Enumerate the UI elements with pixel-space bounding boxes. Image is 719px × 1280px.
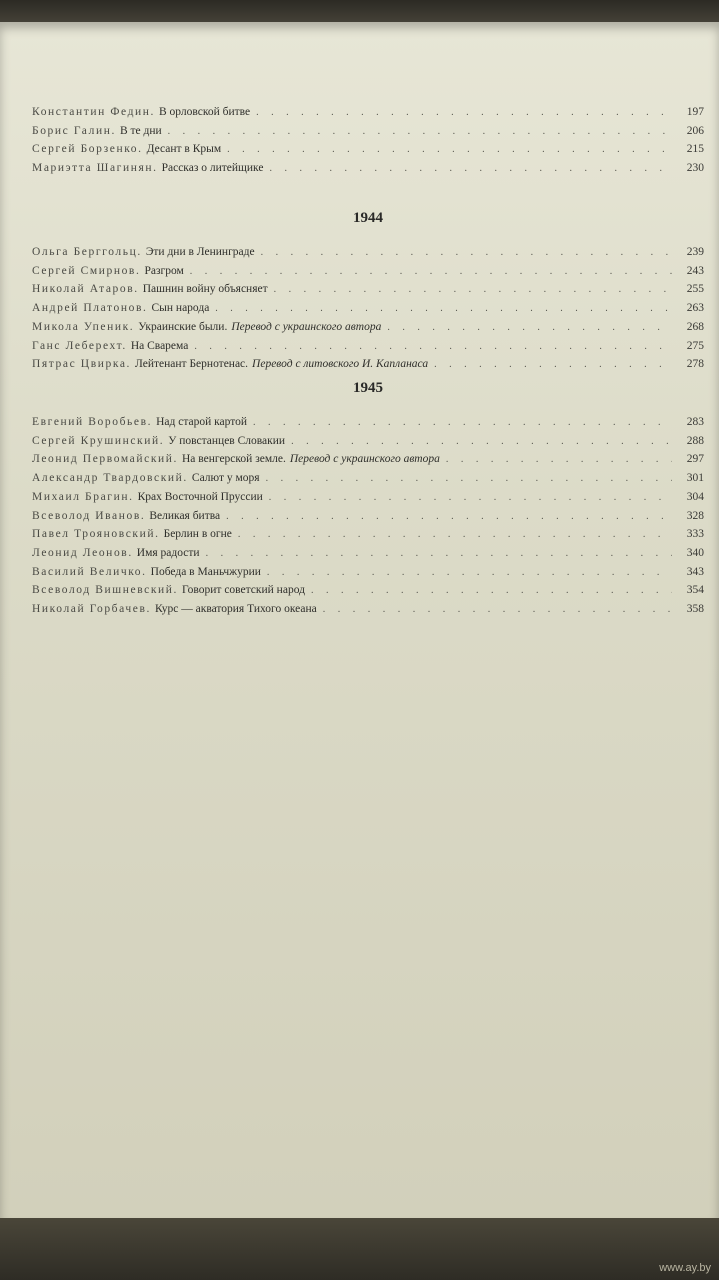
entry-title: Эти дни в Ленинграде <box>145 246 255 258</box>
entry-translation-note: Перевод с украинского автора <box>289 453 440 466</box>
dot-leader <box>215 303 672 314</box>
entry-title: Сын народа <box>151 302 210 315</box>
entry-author: Евгений Воробьев. <box>32 416 153 428</box>
year-heading: 1944 <box>353 210 383 226</box>
entry-page-number: 197 <box>686 106 704 118</box>
entry-title: Берлин в огне <box>163 528 232 541</box>
entry-page-number: 333 <box>686 528 704 541</box>
entry-page-number: 343 <box>686 565 704 578</box>
dot-leader <box>253 417 672 428</box>
entry-page-number: 268 <box>686 320 704 333</box>
entry-page-number: 358 <box>686 603 704 615</box>
toc-entry[interactable] <box>32 283 704 301</box>
toc-entry[interactable] <box>32 453 704 471</box>
toc-entry[interactable] <box>32 566 704 584</box>
toc-entry[interactable] <box>32 547 704 565</box>
dot-leader <box>274 284 672 295</box>
entry-title: Крах Восточной Пруссии <box>137 490 263 503</box>
toc-entry[interactable] <box>32 491 704 509</box>
entry-page-number: 301 <box>686 472 704 485</box>
dot-leader <box>311 585 672 596</box>
entry-page-number: 239 <box>686 246 704 258</box>
toc-entry[interactable] <box>32 603 704 621</box>
entry-page-number: 340 <box>686 546 704 559</box>
entry-author: Леонид Первомайский. <box>32 453 178 466</box>
toc-entry[interactable] <box>32 302 704 320</box>
entry-page-number: 328 <box>686 509 704 522</box>
entry-page-number: 297 <box>686 453 704 466</box>
entry-translation-note: Перевод с украинского автора <box>231 320 382 333</box>
dot-leader <box>206 548 672 559</box>
toc-entry[interactable] <box>32 265 704 283</box>
dot-leader <box>266 473 672 484</box>
year-heading: 1945 <box>353 380 383 396</box>
entry-title: Салют у моря <box>191 472 260 485</box>
entry-author: Мариэтта Шагинян. <box>32 162 158 175</box>
toc-entry[interactable] <box>32 416 704 434</box>
bottom-shadow-band <box>0 1218 719 1280</box>
dot-leader <box>269 492 672 503</box>
entry-title: Говорит советский народ <box>182 584 305 597</box>
entry-page-number: 206 <box>686 124 704 137</box>
dot-leader <box>446 454 672 465</box>
book-page <box>0 22 719 1220</box>
entry-author: Михаил Брагин. <box>32 490 134 503</box>
entry-title: Пашнин войну объясняет <box>142 283 268 296</box>
entry-author: Леонид Леонов. <box>32 546 133 559</box>
entry-page-number: 288 <box>686 434 704 447</box>
entry-title: Победа в Маньчжурии <box>150 565 261 578</box>
entry-author: Александр Твардовский. <box>32 472 188 485</box>
toc-entry[interactable] <box>32 528 704 546</box>
entry-author: Ганс Леберехт. <box>32 339 127 352</box>
entry-page-number: 230 <box>686 162 704 175</box>
entry-title: Разгром <box>144 264 184 277</box>
entry-page-number: 255 <box>686 283 704 296</box>
toc-entry[interactable] <box>32 162 704 180</box>
toc-entry[interactable] <box>32 435 704 453</box>
dot-leader <box>261 247 672 258</box>
entry-author: Пятрас Цвирка. <box>32 358 132 371</box>
entry-title: Великая битва <box>149 509 221 522</box>
dot-leader <box>256 107 672 118</box>
entry-author: Константин Федин. <box>32 106 156 118</box>
dot-leader <box>387 322 672 333</box>
toc-entry[interactable] <box>32 106 704 124</box>
entry-page-number: 215 <box>686 143 704 156</box>
entry-title: Десант в Крым <box>146 143 222 156</box>
dot-leader <box>323 604 672 615</box>
toc-entry[interactable] <box>32 510 704 528</box>
toc-entry[interactable] <box>32 340 704 358</box>
entry-title: Курс — акватория Тихого океана <box>154 603 317 615</box>
entry-author: Микола Упеник. <box>32 320 135 333</box>
entry-author: Всеволод Иванов. <box>32 509 146 522</box>
entry-title: Украинские были. <box>138 320 228 333</box>
dot-leader <box>190 266 672 277</box>
entry-author: Сергей Борзенко. <box>32 143 143 156</box>
entry-title: В орловской битве <box>159 106 251 118</box>
entry-author: Борис Галин. <box>32 124 116 137</box>
entry-page-number: 263 <box>686 302 704 315</box>
entry-author: Николай Атаров. <box>32 283 139 296</box>
entry-page-number: 304 <box>686 490 704 503</box>
watermark: www.ay.by <box>659 1262 711 1274</box>
entry-title: Над старой картой <box>156 416 248 428</box>
toc-entry[interactable] <box>32 143 704 161</box>
entry-page-number: 354 <box>686 584 704 597</box>
entry-title: Лейтенант Бернотенас. <box>135 358 249 371</box>
entry-author: Павел Трояновский. <box>32 528 160 541</box>
dot-leader <box>226 511 672 522</box>
entry-author: Андрей Платонов. <box>32 302 148 315</box>
toc-entry[interactable] <box>32 358 704 376</box>
entry-author: Ольга Берггольц. <box>32 246 142 258</box>
entry-author: Николай Горбачев. <box>32 603 151 615</box>
entry-title: На венгерской земле. <box>181 453 286 466</box>
dot-leader <box>238 529 672 540</box>
entry-title: На Сварема <box>130 339 189 352</box>
entry-title: В те дни <box>119 124 162 137</box>
entry-page-number: 243 <box>686 264 704 277</box>
entry-page-number: 278 <box>686 358 704 371</box>
entry-author: Василий Величко. <box>32 565 147 578</box>
entry-title: У повстанцев Словакии <box>168 434 286 447</box>
dot-leader <box>291 436 672 447</box>
entry-page-number: 275 <box>686 339 704 352</box>
toc-entry[interactable] <box>32 321 704 339</box>
dot-leader <box>269 163 672 174</box>
toc-entry[interactable] <box>32 125 704 143</box>
toc-entry[interactable] <box>32 246 704 264</box>
entry-author: Сергей Смирнов. <box>32 264 141 277</box>
entry-title: Рассказ о литейщике <box>161 162 264 175</box>
entry-author: Сергей Крушинский. <box>32 434 165 447</box>
entry-translation-note: Перевод с литовского И. Капланаса <box>252 358 429 371</box>
dot-leader <box>267 567 672 578</box>
toc-entry[interactable] <box>32 584 704 602</box>
dot-leader <box>194 341 672 352</box>
entry-author: Всеволод Вишневский. <box>32 584 179 597</box>
dot-leader <box>168 126 672 137</box>
dot-leader <box>227 144 672 155</box>
toc-entry[interactable] <box>32 472 704 490</box>
entry-title: Имя радости <box>136 546 200 559</box>
dot-leader <box>434 359 672 370</box>
entry-page-number: 283 <box>686 416 704 428</box>
